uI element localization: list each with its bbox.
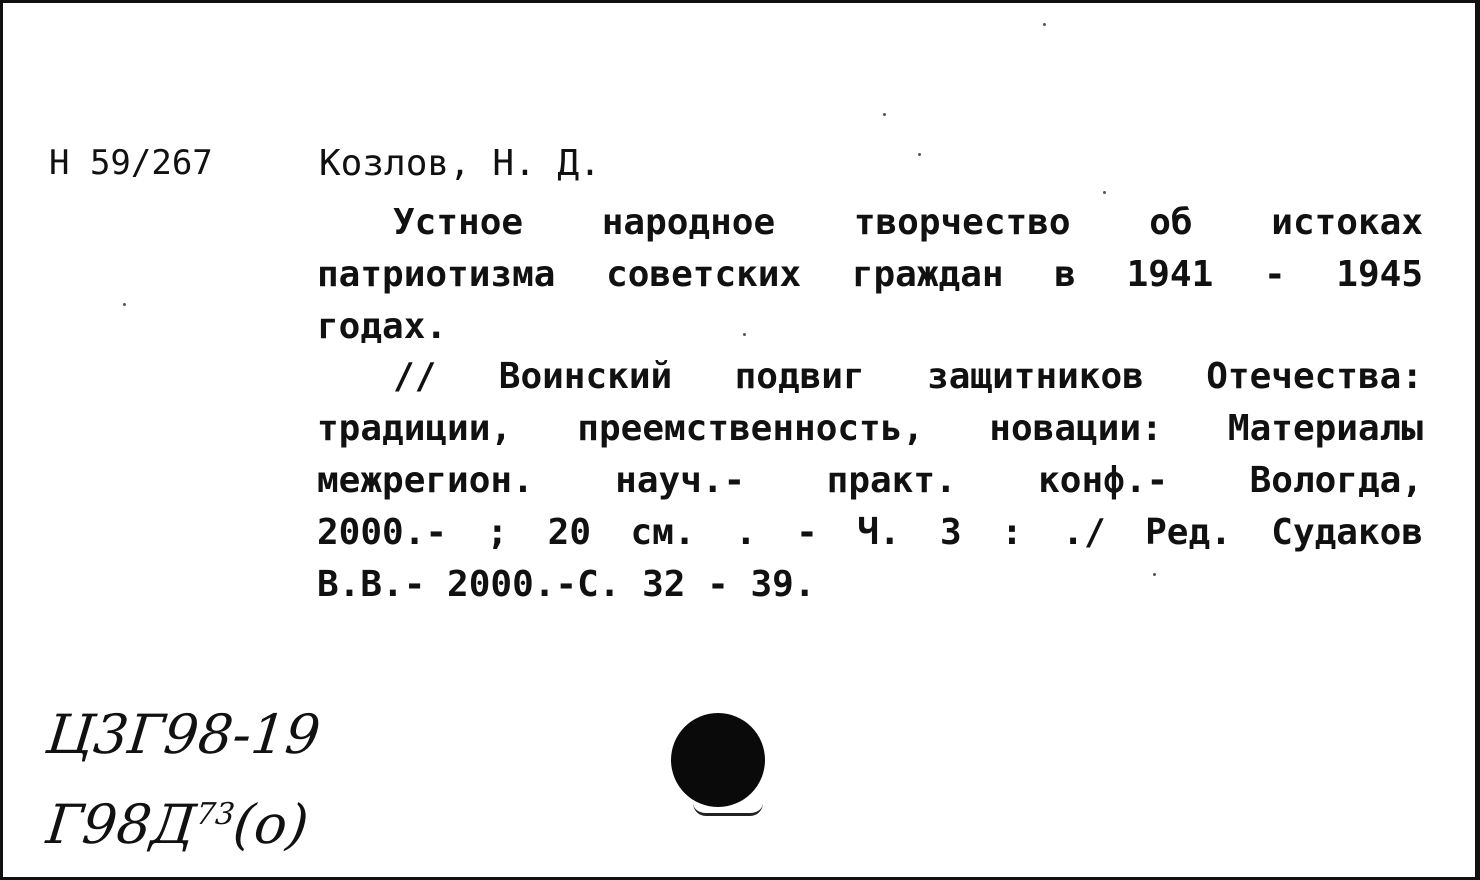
scan-speck [123, 303, 126, 306]
source-line: 2000.- ; 20 см. . - Ч. 3 : ./ Ред. Судаков [317, 512, 1423, 553]
source-line: // Воинский подвиг защитников Отечества: [393, 356, 1423, 397]
scan-speck [743, 333, 746, 336]
title-line: патриотизма советских граждан в 1941 - 1945 [317, 254, 1423, 295]
handwritten-classification-code: Ц3Г98-19 [43, 703, 324, 766]
scan-speck [1103, 191, 1106, 194]
scan-speck [1153, 573, 1156, 576]
punch-hole [671, 713, 765, 807]
source-description [317, 351, 1423, 611]
title-line: Устное народное творчество об истоках [393, 202, 1423, 243]
source-line: межрегион. науч.- практ. конф.- Вологда, [317, 460, 1423, 501]
handwritten-index-base: Г98Д [43, 793, 199, 856]
shelfmark: Н 59/267 [49, 143, 213, 183]
source-line: В.В.- 2000.-С. 32 - 39. [317, 564, 816, 605]
scan-speck [918, 153, 921, 156]
scan-speck [883, 113, 886, 116]
title-line: годах. [317, 306, 448, 347]
handwritten-index-suffix: (о) [230, 793, 312, 856]
title-description [317, 197, 1423, 353]
author-heading: Козлов, Н. Д. [319, 143, 601, 184]
source-line: традиции, преемственность, новации: Материалы [317, 408, 1423, 449]
punch-hole-edge [693, 803, 763, 816]
scan-speck [1043, 23, 1046, 26]
handwritten-index-superscript: 73 [194, 797, 237, 832]
handwritten-classification-index [44, 793, 312, 856]
